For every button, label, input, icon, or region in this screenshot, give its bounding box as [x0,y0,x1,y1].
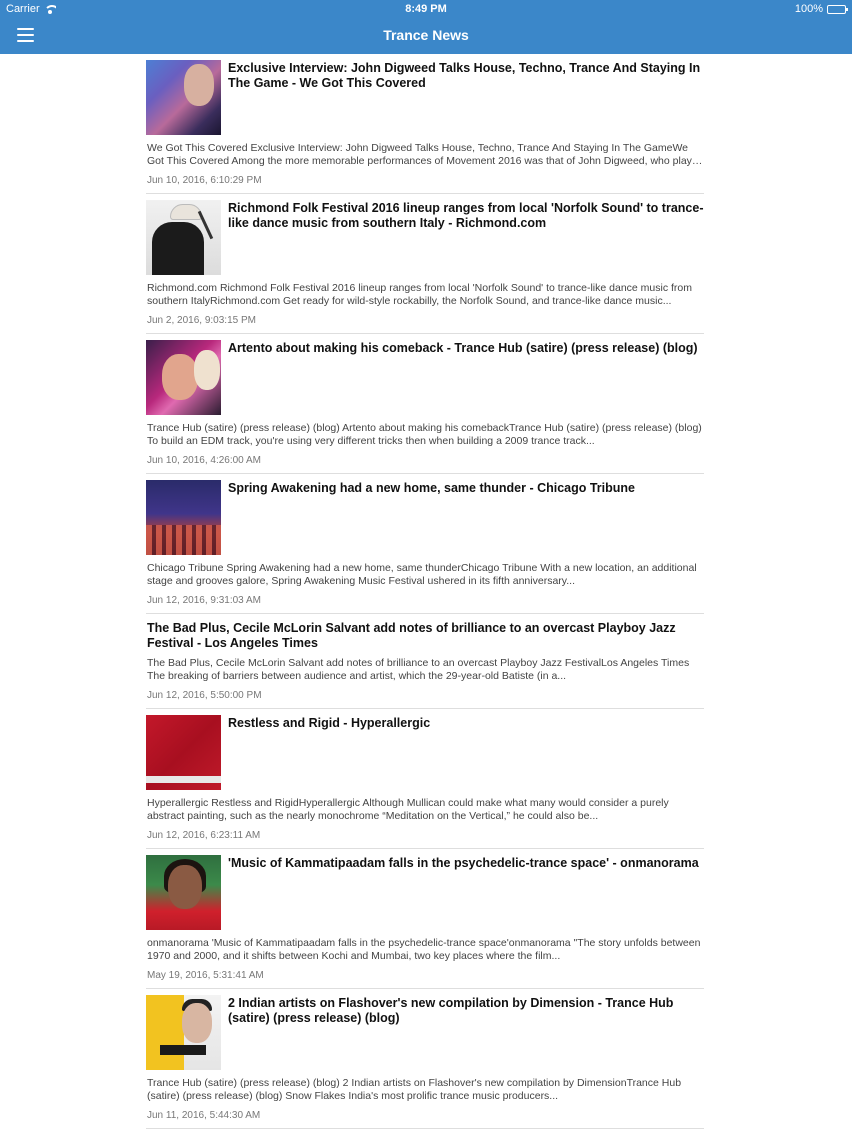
article-summary: Trance Hub (satire) (press release) (blog) 2 Indian artists on Flashover's new compilation by DimensionTrance Hub (satire) (press release) (blog) Snow Flakes India's most prolific trance music producers... [147,1077,682,1102]
article-thumbnail [146,480,221,555]
article-thumbnail [146,855,221,930]
article-date: May 19, 2016, 5:31:41 AM [147,970,264,981]
article-thumbnail [146,715,221,790]
news-item[interactable] [146,194,704,334]
article-title: Artento about making his comeback - Trance Hub (satire) (press release) (blog) [228,341,698,355]
news-item[interactable] [146,334,704,474]
article-summary: Chicago Tribune Spring Awakening had a new home, same thunderChicago Tribune With a new location, an additional stage and grooves galore, Spring Awakening Music Festival ushered in its fifth anniversary... [147,562,697,587]
article-thumbnail [146,995,221,1070]
article-date: Jun 12, 2016, 9:31:03 AM [147,595,261,606]
news-item[interactable] [146,709,704,849]
article-summary: The Bad Plus, Cecile McLorin Salvant add notes of brilliance to an overcast Playboy Jazz FestivalLos Angeles Times The breaking of barriers between audience and artist, which the 29-year-old Batiste (in a... [147,657,690,682]
article-title: Exclusive Interview: John Digweed Talks House, Techno, Trance And Staying In The Game - We Got This Covered [228,61,701,90]
article-summary: Richmond.com Richmond Folk Festival 2016 lineup ranges from local 'Norfolk Sound' to trance-like dance music from southern ItalyRichmond.com Get ready for wild-style rockabilly, the Norfolk Sound, and trance-like dance music... [147,282,692,307]
article-title: 2 Indian artists on Flashover's new compilation by Dimension - Trance Hub (satire) (press release) (blog) [228,996,674,1025]
carrier-label: Carrier [6,3,40,15]
article-date: Jun 11, 2016, 5:44:30 AM [147,1110,261,1121]
page-title: Trance News [383,27,469,43]
article-summary: onmanorama 'Music of Kammatipaadam falls in the psychedelic-trance space'onmanorama "The story unfolds between 1970 and 2000, and it shifts between Kochi and Mumbai, two key places where the film... [147,937,701,962]
article-title: Restless and Rigid - Hyperallergic [228,716,431,730]
news-feed[interactable] [146,54,704,1129]
news-item[interactable] [146,54,704,194]
article-date: Jun 10, 2016, 4:26:00 AM [147,455,261,466]
status-time: 8:49 PM [405,3,447,15]
article-title: Spring Awakening had a new home, same thunder - Chicago Tribune [228,481,636,495]
article-date: Jun 12, 2016, 5:50:00 PM [147,690,262,701]
article-summary: Trance Hub (satire) (press release) (blog) Artento about making his comebackTrance Hub (satire) (press release) (blog) To build an EDM track, you're using very different tricks then when building a 2009 trance track... [147,422,702,447]
article-date: Jun 10, 2016, 6:10:29 PM [147,175,262,186]
article-date: Jun 12, 2016, 6:23:11 AM [147,830,261,841]
article-thumbnail [146,340,221,415]
status-bar [0,0,852,18]
battery-indicator [795,3,846,15]
news-item[interactable] [146,614,704,709]
article-thumbnail [146,60,221,135]
article-date: Jun 2, 2016, 9:03:15 PM [147,315,256,326]
article-title: Richmond Folk Festival 2016 lineup ranges from local 'Norfolk Sound' to trance-like dance music from southern Italy - Richmond.com [228,201,704,230]
article-summary: We Got This Covered Exclusive Interview: John Digweed Talks House, Techno, Trance And Staying In The GameWe Got This Covered Among the more memorable performances of Movement 2016 was that of John Digweed, who played [147,142,704,167]
battery-icon [827,5,846,14]
article-title: The Bad Plus, Cecile McLorin Salvant add notes of brilliance to an overcast Playboy Jazz Festival - Los Angeles Times [147,621,676,650]
battery-percent: 100% [794,3,823,15]
article-title: 'Music of Kammatipaadam falls in the psychedelic-trance space' - onmanorama [228,856,699,870]
news-item[interactable] [146,989,704,1129]
news-item[interactable] [146,474,704,614]
article-summary: Hyperallergic Restless and RigidHyperallergic Although Mullican could make what many would consider a purely abstract painting, such as the nearly monochrome “Meditation on the Vertical,” he could also be... [147,797,669,822]
navigation-bar [0,18,852,54]
article-thumbnail [146,200,221,275]
news-item[interactable] [146,849,704,989]
